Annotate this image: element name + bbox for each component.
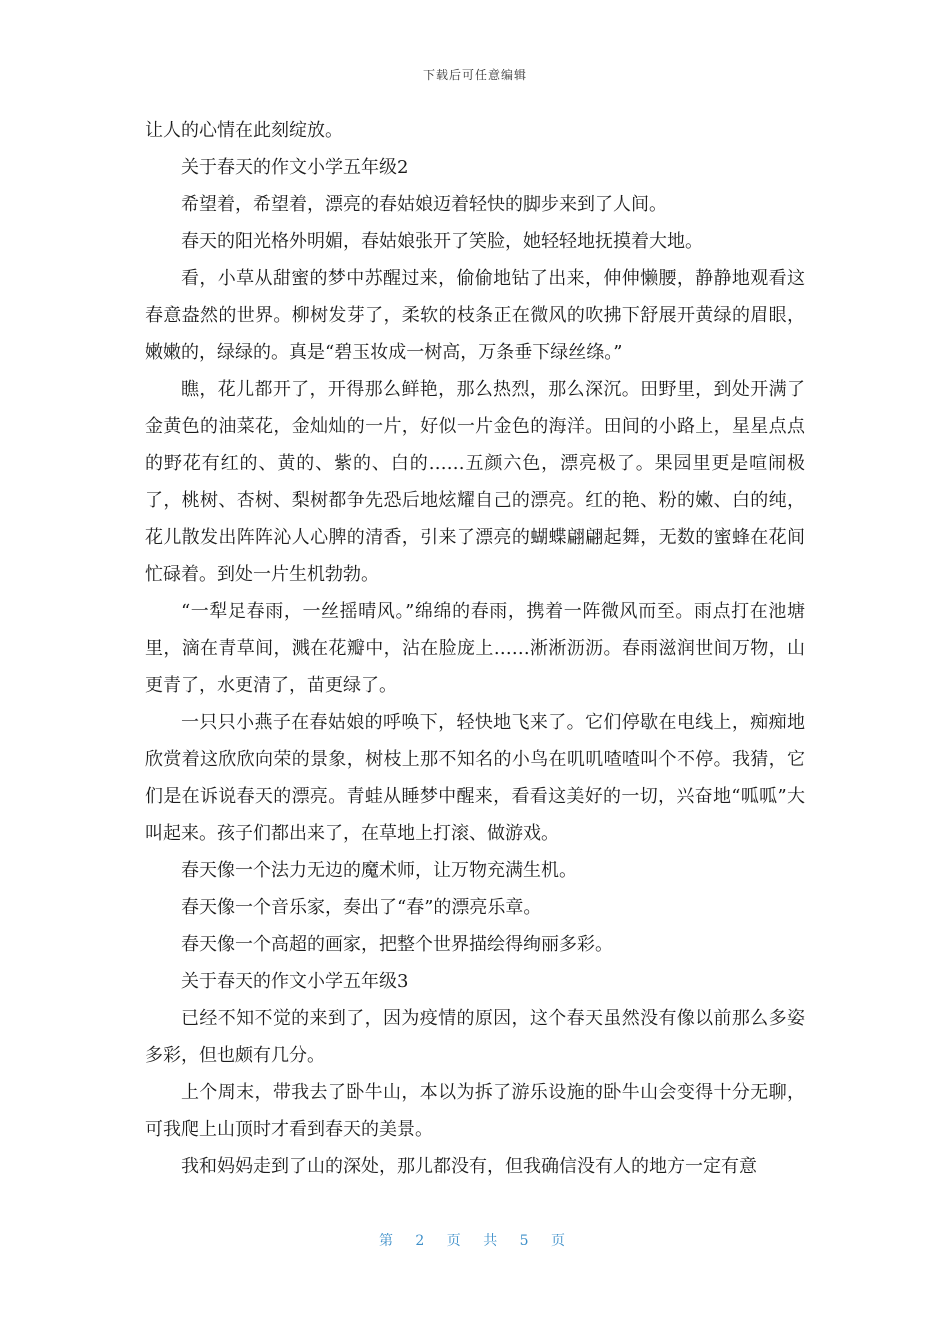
page-footer: 第 2 页 共 5 页 xyxy=(378,1233,572,1249)
paragraph: 上个周末，带我去了卧牛山，本以为拆了游乐设施的卧牛山会变得十分无聊，可我爬上山顶时才看到春天的美景。 xyxy=(145,1082,805,1140)
paragraph: 春天像一个高超的画家，把整个世界描绘得绚丽多彩。 xyxy=(181,934,613,955)
paragraph: 我和妈妈走到了山的深处，那儿都没有，但我确信没有人的地方一定有意 xyxy=(181,1156,757,1177)
paragraph: 春天的阳光格外明媚，春姑娘张开了笑脸，她轻轻地抚摸着大地。 xyxy=(181,231,703,252)
section-heading-2: 关于春天的作文小学五年级2 xyxy=(181,157,409,178)
paragraph: 春天像一个法力无边的魔术师，让万物充满生机。 xyxy=(181,860,577,881)
section-heading-3: 关于春天的作文小学五年级3 xyxy=(181,971,409,992)
paragraph: 瞧，花儿都开了，开得那么鲜艳，那么热烈，那么深沉。田野里，到处开满了金黄色的油菜花，金灿灿的一片，好似一片金色的海洋。田间的小路上，星星点点的野花有红的、黄的、紫的、白的……五颜六色，漂亮极了。果园里更是喧闹极了，桃树、杏树、梨树都争先恐后地炫耀自己的漂亮。红的艳、粉的嫩、白的纯，花儿散发出阵阵沁人心脾的清香，引来了漂亮的蝴蝶翩翩起舞，无数的蜜蜂在花间忙碌着。到处一片生机勃勃。 xyxy=(145,379,805,585)
paragraph: 一只只小燕子在春姑娘的呼唤下，轻快地飞来了。它们停歇在电线上，痴痴地欣赏着这欣欣向荣的景象，树枝上那不知名的小鸟在叽叽喳喳叫个不停。我猜，它们是在诉说春天的漂亮。青蛙从睡梦中醒来，看看这美好的一切，兴奋地“呱呱”大叫起来。孩子们都出来了，在草地上打滚、做游戏。 xyxy=(145,712,805,844)
paragraph-continuation: 让人的心情在此刻绽放。 xyxy=(145,120,343,141)
paragraph: 看，小草从甜蜜的梦中苏醒过来，偷偷地钻了出来，伸伸懒腰，静静地观看这春意盎然的世界。柳树发芽了，柔软的枝条正在微风的吹拂下舒展开黄绿的眉眼，嫩嫩的，绿绿的。真是“碧玉妆成一树高，万条垂下绿丝绦。” xyxy=(145,268,805,363)
paragraph: “一犁足春雨，一丝摇晴风。”绵绵的春雨，携着一阵微风而至。雨点打在池塘里，滴在青草间，溅在花瓣中，沾在脸庞上……淅淅沥沥。春雨滋润世间万物，山更青了，水更清了，苗更绿了。 xyxy=(145,601,805,696)
paragraph: 希望着，希望着，漂亮的春姑娘迈着轻快的脚步来到了人间。 xyxy=(181,194,667,215)
document-body xyxy=(145,112,805,1185)
page-header: 下载后可任意编辑 xyxy=(422,68,527,82)
paragraph: 春天像一个音乐家，奏出了“春”的漂亮乐章。 xyxy=(181,897,542,918)
paragraph: 已经不知不觉的来到了，因为疫情的原因，这个春天虽然没有像以前那么多姿多彩，但也颇有几分。 xyxy=(145,1008,805,1066)
